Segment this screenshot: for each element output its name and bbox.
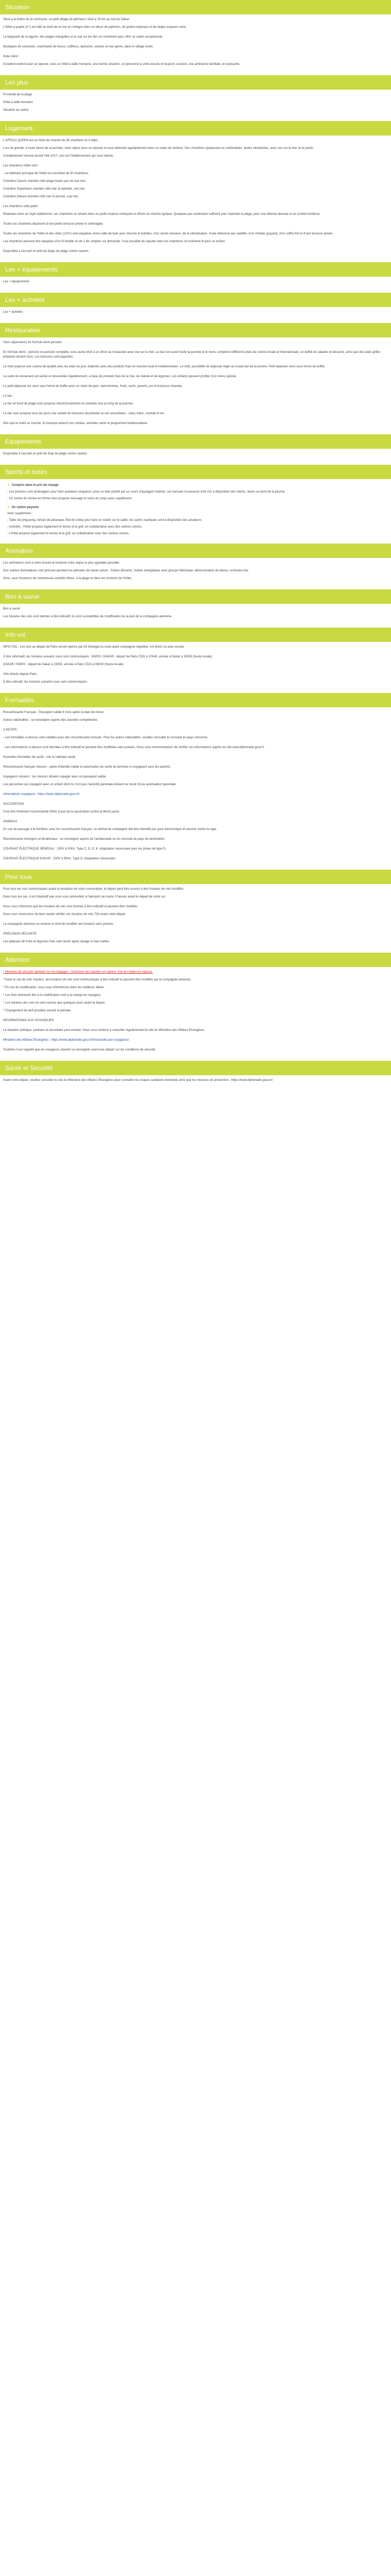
- pour-tous-text: Nous vous informons que les horaires de vols sont donnés à titre indicatif et peuvent être modifiés.: [3, 905, 138, 909]
- attention-text: * Les horaires des vols ne sont connus que quelques jours avant le départ.: [3, 1002, 106, 1005]
- animation-text: Les animations sont à votre écoute et rendront votre séjour le plus agréable possible.: [3, 562, 120, 565]
- section-title-sports-loisirs: Sports et loisirs: [0, 465, 391, 479]
- attention-text: [3, 970, 388, 975]
- section-activites-plus: [0, 293, 391, 323]
- situation-note: Excellent endroit pour se reposer, avec un hôtel à taille humaine, une bonne situation, un personnel à votre écoute et toujours souriant, une ambiance familiale, et reposante.: [3, 63, 240, 66]
- section-title-logement: Logement: [0, 121, 391, 135]
- attention-text: * Dans le cas de vols charters, les horaires de vols sont communiqués à titre indicatif et peuvent être modifiés par la compagnie aérienne.: [3, 978, 192, 982]
- equipements-text: Disponible à l'accueil un prêt de drap de plage contre caution.: [3, 452, 88, 455]
- logement-text: Toutes les chambres de l'hôtel et des villas (12m²) sont équipées d'une salle de bain avec douche et toilettes, d'un sèche-cheveux, de la climatisation, d'une télévision par satellite, d'un minibar (payant), d'un coffre-fort et d'une terrasse privée.: [3, 232, 333, 235]
- pour-tous-text: Dans tous les cas, il est impératif que vous vous présentiez à l'aéroport au moins 3 heures avant le départ de votre vol.: [3, 895, 166, 899]
- info-vol-text: DAKAR / PARIS : départ de Dakar à 23h55, arrivée à Paris CDG à 06h30 (heure locale).: [3, 663, 125, 667]
- sports-text: - Table de ping-pong, terrain de pétanque, filet de volley pour faire un match sur le sable, les sports nautiques sont à disposition des amateurs.: [7, 519, 203, 522]
- ministere-link[interactable]: Ministère des Affaires Étrangères : https://www.diplomatie.gouv.fr/fr/conseils-aux-voyageurs/: [3, 1039, 129, 1042]
- section-title-bon-a-savoir: Bon à savoir: [0, 589, 391, 604]
- attention-warning[interactable]: * Mesures de sécurité sanitaire sur les bagages : restriction des liquides en cabine. Voir les règles en vigueur.: [3, 971, 153, 974]
- pour-tous-text: Pour tous les vols communiqués avant la réception de votre convocation, le départ peut être soumis à des horaires de vols modifiés.: [3, 888, 185, 891]
- situation-text: Boutiques de souvenirs, marchands de tissus, coiffeurs, épiceries, artistes et tout genre, dans le village voisin.: [3, 45, 154, 48]
- formalites-text: En cas de passage à la frontière, pour les ressortissants français, un animal de compagnie doit être identifié par puce électronique et vacciné contre la rage.: [3, 828, 217, 832]
- section-les-plus: [0, 75, 391, 121]
- pour-tous-text: Les plateaux de fruits et légumes frais sont servis après lavage à l'eau traitée.: [3, 940, 110, 944]
- formalites-animaux-label: ANIMAUX: [3, 820, 18, 824]
- formalites-text: Ressortissants Français : Passeport valide 6 mois après la date de retour.: [3, 711, 105, 715]
- formalites-text: Il est très fortement recommandé d'être à jour de la vaccination contre la fièvre jaune.: [3, 810, 120, 814]
- attention-text: La situation politique, sanitaire et sécuritaire peut évoluer. Nous vous invitons à consulter régulièrement le site du Ministère des Affaires Étrangères.: [3, 1029, 205, 1032]
- section-title-animation: Animation: [0, 544, 391, 558]
- attention-text: * Changement de tarif possible suivant la période.: [3, 1009, 72, 1013]
- logement-text: - Le bâtiment principal de l'hôtel est constitué de 30 chambres.: [3, 172, 89, 175]
- section-title-situation: Situation: [0, 0, 391, 14]
- plus-item: Proximité de la plage: [3, 93, 32, 96]
- restauration-text: Le bar en bord de plage vous propose rafraîchissements et cocktails tout au long de la journée.: [3, 402, 134, 405]
- attention-text: * En cas de modification, nous vous informerons dans les meilleurs délais.: [3, 986, 105, 990]
- formalites-text: COURANT ÉLECTRIQUE DAKAR : 230V à 50Hz. Type G. Adaptateur nécessaire.: [3, 857, 116, 861]
- section-title-formalites: Formalités: [0, 693, 391, 707]
- bullet-icon: ►: [7, 505, 10, 509]
- section-title-attention: Attention: [0, 953, 391, 967]
- restauration-text: En formule demi - pension ou pension complète, vous aurez droit à un dîner au restaurant avec vue sur la mer. Le bar est ouvert toute la journée et le menu comprend différents plats de cuisine locale et internationale, un buffet de salades et desserts, ainsi que des plats grillés préparés devant vous. Les boissons sont payantes.: [3, 351, 381, 359]
- formalites-text: Ressortissants français mineurs : pièce d'identité valide et autorisation de sortie du territoire si voyageant sans les parents.: [3, 766, 171, 769]
- restauration-text: Le petit-déjeuner est servi sous forme de buffet avec un choix de pain, viennoiseries, fruits, œufs, yaourts, jus et boissons chaudes.: [3, 385, 183, 388]
- section-info-vol: [0, 628, 391, 693]
- formalites-text: - Les informations ci-dessus sont données à titre indicatif et peuvent être modifiées sans préavis. Nous vous recommandons de vérifier ces informations auprès du site www.diplomatie.gouv.fr.: [3, 746, 265, 750]
- section-situation: [0, 0, 391, 75]
- logement-text: Chambre Classic orientée côté plage toutes pas de vue mer.: [3, 180, 86, 183]
- sports-option-heading: [3, 505, 388, 510]
- section-equipements-plus: [0, 262, 391, 293]
- section-title-sante-securite: Santé et Sécurité: [0, 1061, 391, 1075]
- attention-link: [3, 1038, 388, 1043]
- sports-option-label: En option payante: [11, 505, 39, 509]
- situation-text: La baignade de la lagune, des plages tranquilles et la vue sur les îles se combinent pour offrir un cadre exceptionnel.: [3, 36, 164, 39]
- attention-text: Toutefois il est rappelé que les voyageurs doivent se renseigner avant leur départ sur les conditions de sécurité.: [3, 1048, 156, 1052]
- animation-text: Des soirées thématiques sont prévues pendant les périodes de haute saison : Soirée africaine, Soirée sénégalaise avec groupe folklorique, démonstration de danse, orchestre live.: [3, 569, 249, 573]
- info-vol-text: À titre indicatif, les horaires suivants vous sont communiqués.: [3, 681, 88, 684]
- restauration-text: Vous séjournerez en formule demi pension.: [3, 341, 63, 344]
- restauration-bar-label: Le bar :: [3, 395, 14, 398]
- logement-text: Chambre Supérieure orientée côté mer et partielle, vue mer.: [3, 188, 86, 191]
- section-logement: [0, 121, 391, 262]
- logement-text: Toutes les chambres disposent d'une petite terrasse privée et aménagée.: [3, 223, 104, 226]
- sports-text: - Activités : l'hôtel propose également le tennis et le golf, en collaboration avec des centres voisins.: [7, 526, 142, 529]
- formalites-text: COURANT ÉLECTRIQUE SÉNÉGAL : 230V à 50Hz. Type C, D, E, K. Adaptateur nécessaire pour les prises de type D.: [3, 848, 167, 851]
- restauration-text: Dès que le soleil se couche, la musique adoucit vos soirées, animées selon le programme hebdomadaire.: [3, 422, 148, 425]
- sports-text: Avec supplément :: [7, 512, 33, 516]
- section-title-les-plus: Les plus: [0, 75, 391, 90]
- bon-a-savoir-text: Les horaires des vols sont donnés à titre indicatif, ils sont susceptibles de modification de la part de la compagnie aérienne.: [3, 615, 172, 619]
- sante-text: Avant votre départ, veuillez consulter le site du Ministère des Affaires Étrangères pour connaître les risques sanitaires éventuels ainsi que les mesures de prévention : https://www.diplomatie.gouv.fr/: [3, 1079, 273, 1082]
- formalites-text: Nouvelles formalités de santé : voir la rubrique santé.: [3, 756, 76, 759]
- logement-text: Les chambres Hôtel sont :: [3, 164, 39, 167]
- section-equipements: [0, 434, 391, 465]
- section-title-restauration: Restauration: [0, 323, 391, 337]
- situation-text: L'hôtel à quatre (4 *) est bâti au bord de la mer et s'intègre dans un décor de palmiers, de jardins tropicaux et de larges espaces verts.: [3, 26, 187, 29]
- info-vol-text: INFO VOL : Les vols au départ de Paris seront opérés par Air Sénégal ou toute autre compagnie régulière, vol direct ou avec escale.: [3, 646, 185, 649]
- logement-text: Les chambres côté jardin :: [3, 205, 40, 208]
- section-formalites: [0, 693, 391, 870]
- bon-a-savoir-text: Bon à savoir: [3, 607, 21, 611]
- section-title-pour-tous: Pour tous: [0, 870, 391, 884]
- section-title-equipements-plus: Les + équipements: [0, 262, 391, 277]
- attention-text: * Les frais éventuels liés à la modification sont à la charge du voyageur.: [3, 994, 102, 997]
- plus-item: Situation au calme: [3, 109, 29, 112]
- section-title-activites-plus: Les + activités: [0, 293, 391, 307]
- logement-text: Chambre Deluxe orientée côté mer et piscine, vue mer.: [3, 195, 79, 198]
- logement-text: Lors de grande, à toute heure de la journée, votre séjour pour se reposer et vous détendre agréablement dans un cadre de verdure. Des chambres spacieuses et confortables, toutes climatisées, avec vue sur la mer ou le jardin.: [3, 147, 314, 150]
- restauration-text: Le bar vous propose tous les jours une variété de boissons alcoolisées et non alcoolisées : soda, bière, cocktail et vin.: [3, 412, 165, 415]
- restauration-text: La carte du restaurant est variée et renouvelée régulièrement, à base de produits frais de la mer, de viande et de légumes. Les enfants peuvent profiter d'un menu spécial.: [3, 375, 237, 378]
- section-sante-securite: [0, 1061, 391, 1091]
- section-animation: [0, 544, 391, 589]
- formalites-text: Ressortissants étrangers et binationaux : se renseigner auprès de l'ambassade ou du consulat du pays de destination.: [3, 838, 166, 841]
- attention-info-label: INFORMATIONS AUX VOYAGEURS: [3, 1019, 54, 1023]
- section-title-info-vol: Info vol: [0, 628, 391, 642]
- section-pour-tous: [0, 870, 391, 953]
- restauration-text: Le chef propose une cuisine de qualité avec les plats du jour, élaborés avec des produits frais du marché local et méditerranéen. Le midi, possibilité de déjeuner léger au snack-bar de la piscine. Petit-déjeuner servi sous forme de buffet.: [3, 365, 325, 368]
- bullet-icon: ►: [7, 484, 10, 487]
- sports-included-heading: [3, 483, 388, 488]
- plus-item: Hôtel à taille humaine: [3, 101, 33, 104]
- sports-text: - Les piscines sont aménagées pour faire quelques longueurs, pour un bain parfait par un cours d'aquagym matinal. Les transats et parasols sont mis à disposition des clients, situés au bord de la piscine.: [7, 490, 286, 494]
- section-attention: [0, 953, 391, 1061]
- section-bon-a-savoir: [0, 589, 391, 628]
- formalites-note-label: A NOTER :: [3, 728, 19, 732]
- pour-tous-text: Nous vous remercions de bien vouloir vérifier vos horaires de vols 72h avant votre départ.: [3, 913, 126, 917]
- formalites-text: Autres nationalités : se renseigner auprès des autorités compétentes.: [3, 719, 99, 722]
- sports-text: - L'hôtel propose également le tennis et le golf, en collaboration avec des centres voisins.: [7, 532, 129, 536]
- info-vol-text: À titre informatif, les horaires suivants vous sont communiqués : PARIS / DAKAR : départ de Paris CDG à 10h45, arrivée à Dakar à 15h55 (heure locale).: [3, 655, 213, 659]
- formalites-text: Voyageurs mineurs : les mineurs doivent voyager avec un passeport valide.: [3, 775, 107, 779]
- section-title-equipements: Equipements: [0, 434, 391, 449]
- info-vol-text: Vols directs depuis Paris.: [3, 673, 38, 676]
- logement-text: Les chambres peuvent être équipées d'un lit double ou de 2 lits simples sur demande. Il est possible de rajouter dans les chambres un troisième lit pour un enfant.: [3, 240, 226, 243]
- section-sports-loisirs: [0, 465, 391, 544]
- logement-text: Réalisées dans un style traditionnel, ces chambres se situent dans un jardin tropical verdoyant et offrent un charme typique. Quelques pas seulement suffisent pour rejoindre la plage, pour une détente absolue et un confort moderne.: [3, 213, 321, 216]
- logement-text: Disponible à l'accueil un prêt de draps de plage contre caution.: [3, 250, 89, 253]
- sports-included-label: Compris dans le prix du voyage: [11, 484, 59, 487]
- pour-tous-text: La compagnie aérienne se réserve le droit de modifier ses horaires sans préavis.: [3, 923, 114, 926]
- animation-text: Ainsi, vous trouverez de nombreuses activités libres, à la plage et dans les environs de l'hôtel.: [3, 577, 132, 581]
- section-restauration: [0, 323, 391, 434]
- activites-plus-text: Les + activités: [3, 311, 23, 314]
- equipements-plus-text: Les + équipements: [3, 280, 29, 283]
- formalites-vaccination-label: VACCINATION: [3, 803, 24, 806]
- pour-tous-security-label: PRÉCISION SÉCURITÉ: [3, 933, 37, 936]
- situation-text: Situé à la lisière de la commune, un petit village de pêcheurs situé à 15 km au sud de Dakar.: [3, 18, 130, 21]
- formalites-text: Les personnes qui voyagent avec un enfant dont ils n'ont pas l'autorité parentale doivent se munir d'une autorisation parentale.: [3, 783, 177, 787]
- logement-text: Complètement rénové durant l'été 2017, ceci est l'établissement qui vous attend.: [3, 155, 114, 158]
- sports-text: - Un centre de remise en forme vous propose massage et soins du corps avec supplément.: [7, 497, 133, 500]
- diplomatie-link[interactable]: Informations voyageurs : https://www.diplomatie.gouv.fr/: [3, 793, 80, 796]
- formalites-text: - Les formalités ci-dessus sont valables pour des ressortissants français. Pour les autres nationalités, veuillez consulter le consulat du pays concerné.: [3, 736, 208, 740]
- logement-text: L'AFRICA QUEEN est un hôtel de charme de 36 chambres et 4 villas.: [3, 139, 99, 142]
- formalites-link: [3, 792, 388, 797]
- situation-note-label: Note client :: [3, 55, 20, 58]
